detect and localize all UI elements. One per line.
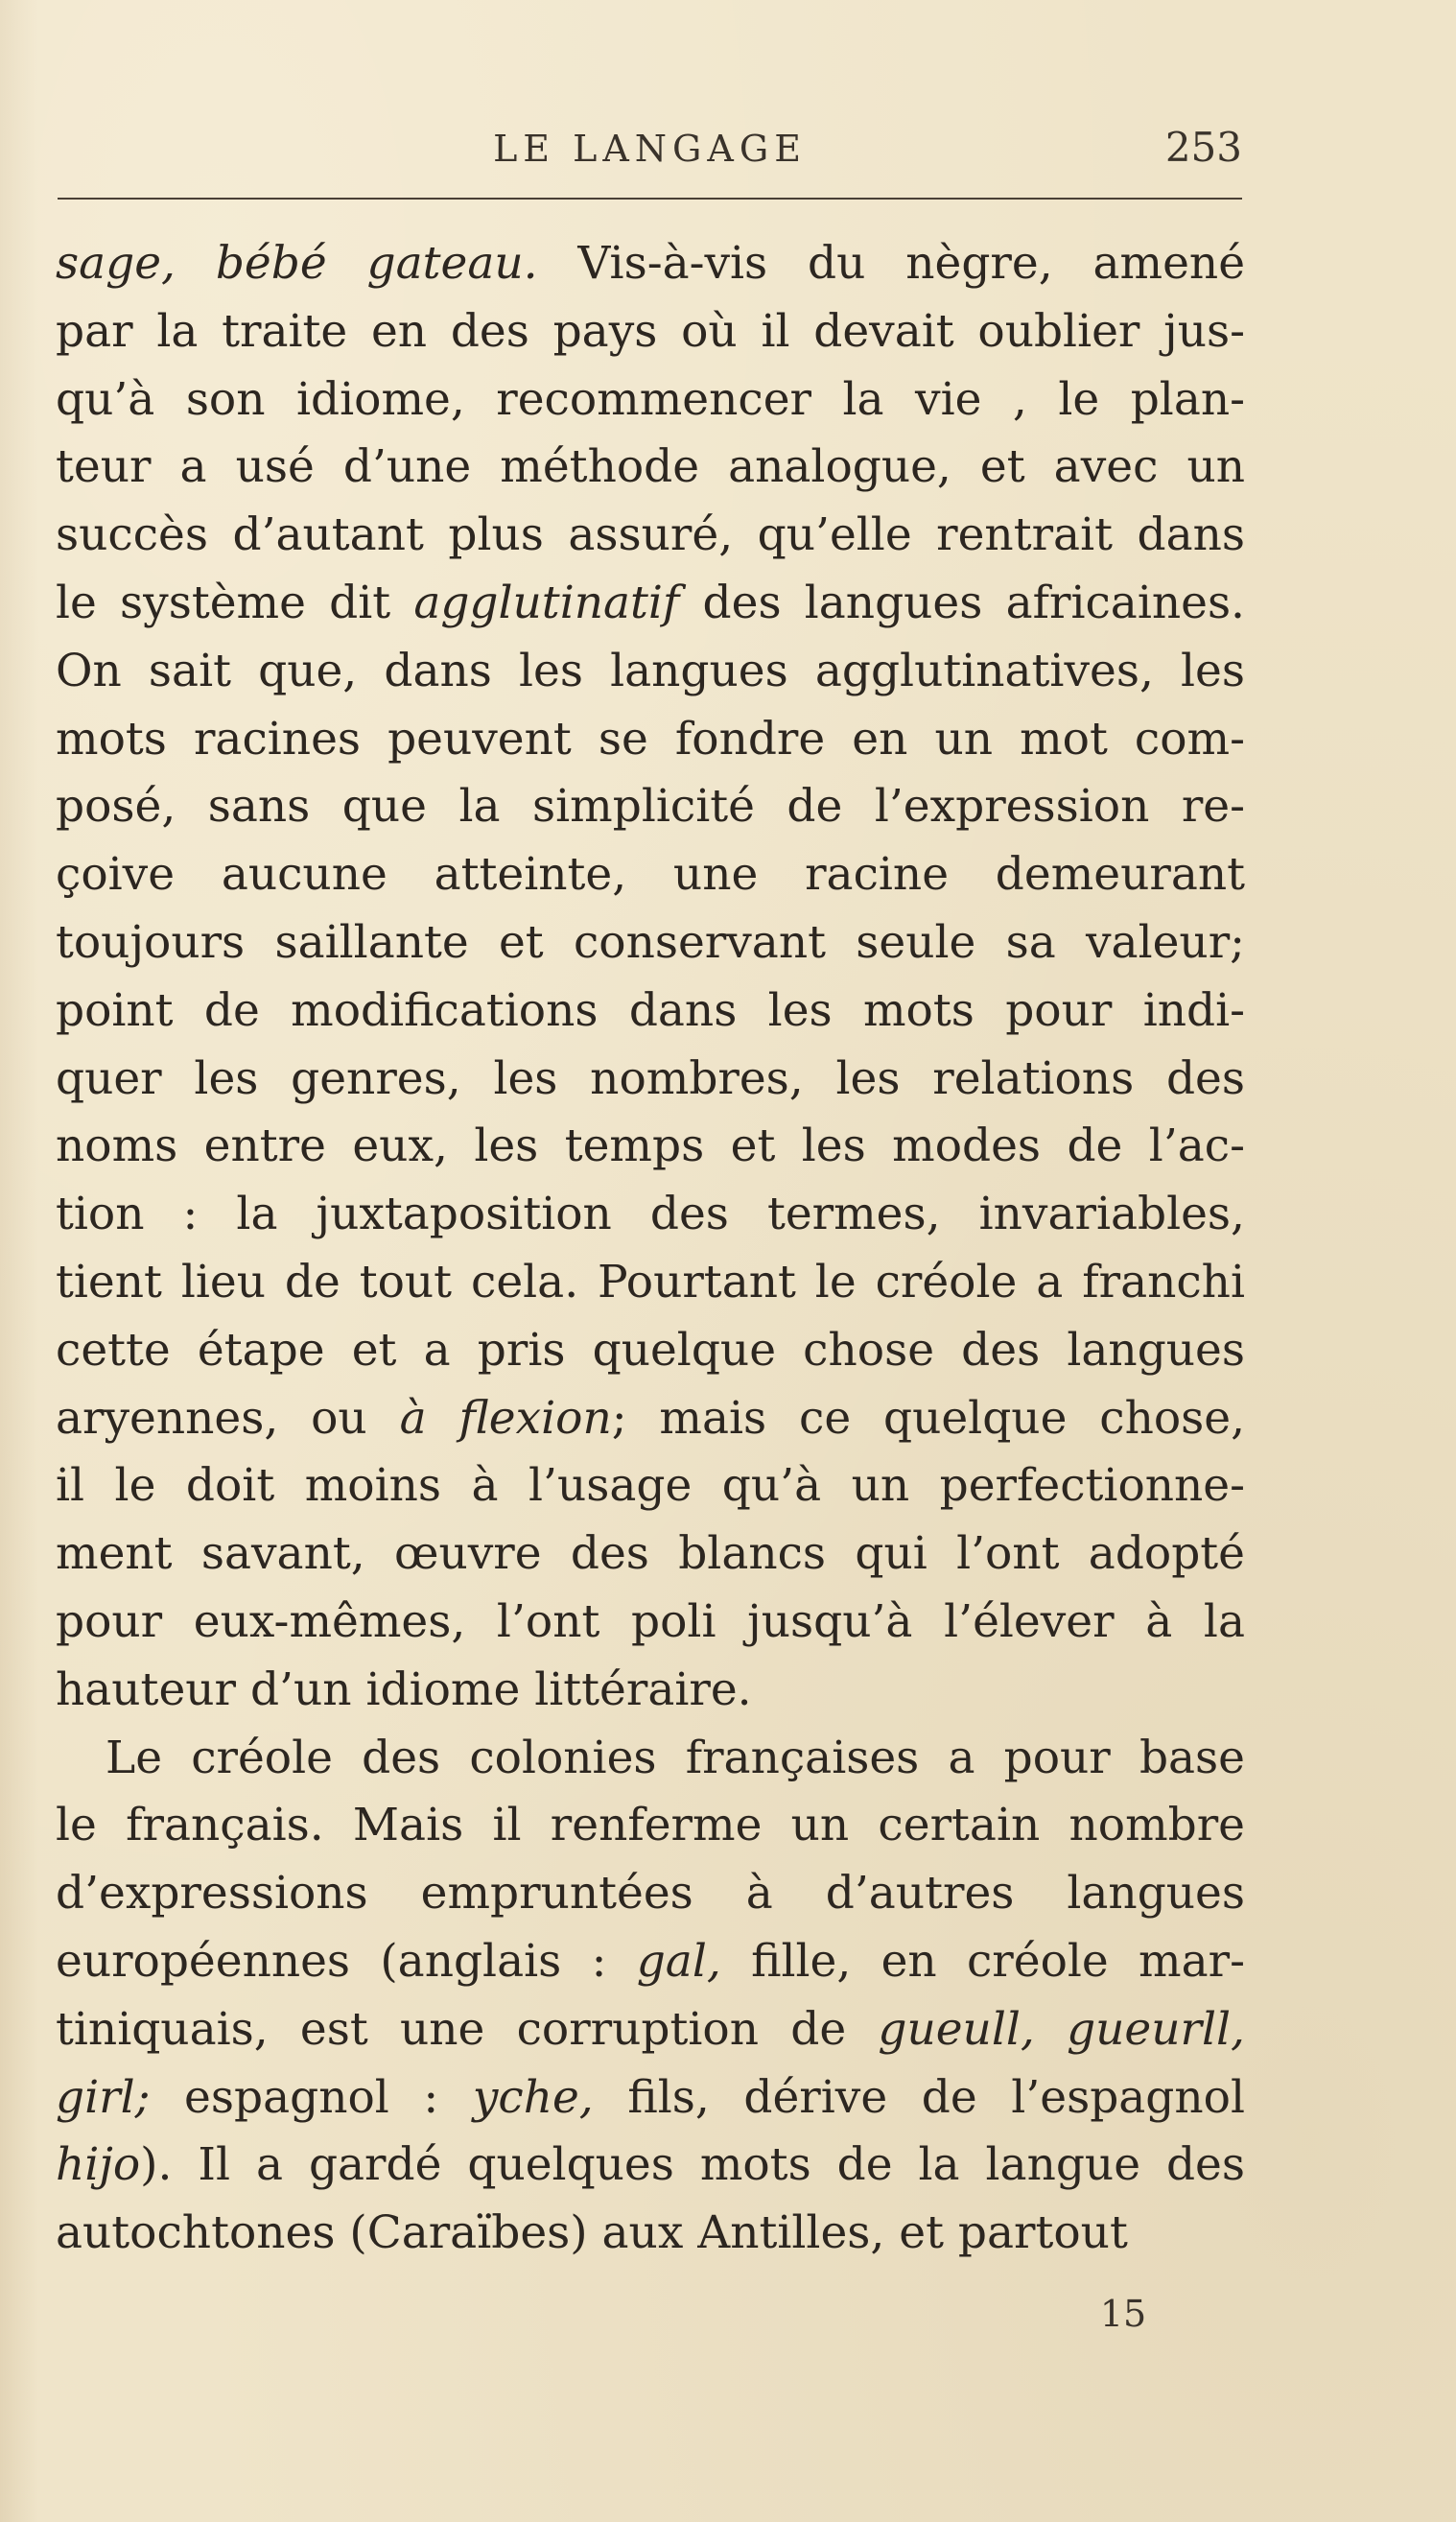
text-run: d’expressions empruntées à d’autres langues: [56, 1867, 1245, 1921]
page-number: 253: [1164, 124, 1242, 171]
text-line: [56, 1860, 1245, 1928]
text-run: par la traite en des pays où il devait oublier jus-: [56, 304, 1245, 358]
text-run: tion : la juxtaposition des termes, invariables,: [56, 1188, 1245, 1241]
text-run: tiniquais, est une corruption de: [56, 2002, 879, 2056]
text-run: pour eux-mêmes, l’ont poli jusqu’à l’élever à la: [56, 1594, 1245, 1648]
signature-mark: [0, 2293, 1456, 2335]
text-run: On sait que, dans les langues agglutinatives, les: [56, 644, 1245, 697]
text-line: [56, 1452, 1245, 1520]
text-line: [56, 978, 1245, 1046]
text-line: [56, 909, 1245, 978]
text-run: posé, sans que la simplicité de l’expression re-: [56, 780, 1245, 834]
text-line: [56, 366, 1245, 435]
text-line: [56, 1249, 1245, 1317]
text-line: [56, 1046, 1245, 1114]
text-run: succès d’autant plus assuré, qu’elle rentrait dans: [56, 508, 1245, 562]
text-run: européennes (anglais :: [56, 1934, 637, 1988]
text-run: le français. Mais il renferme un certain nombre: [56, 1799, 1245, 1852]
text-line: [56, 638, 1245, 706]
text-line: [56, 1385, 1245, 1453]
text-line: [56, 1792, 1245, 1860]
text-line: [56, 434, 1245, 502]
running-head: LE LANGAGE: [493, 128, 807, 170]
text-run: teur a usé d’une méthode analogue, et avec un: [56, 440, 1245, 494]
text-run: tient lieu de tout cela. Pourtant le créole a franchi: [56, 1255, 1245, 1308]
text-run: hauteur d’un idiome littéraire.: [56, 1662, 752, 1716]
text-run: ). Il a gardé quelques mots de la langue des: [140, 2138, 1245, 2192]
text-line: [56, 1181, 1245, 1249]
text-line: [56, 502, 1245, 570]
text-line: [56, 1725, 1245, 1793]
text-line: [56, 706, 1245, 774]
text-line: [56, 773, 1245, 841]
text-run: ment savant, œuvre des blancs qui l’ont adopté: [56, 1527, 1245, 1581]
italic-text: yche,: [472, 2070, 594, 2124]
text-line: [56, 1589, 1245, 1657]
text-line: [56, 841, 1245, 909]
italic-text: hijo: [56, 2138, 141, 2192]
text-run: Le créole des colonies françaises a pour base: [106, 1731, 1245, 1784]
text-line: [56, 570, 1245, 638]
signature-number: 15: [1099, 2293, 1147, 2335]
text-run: aryennes, ou: [56, 1391, 400, 1445]
italic-text: gueull, gueurll,: [878, 2002, 1245, 2056]
text-run: çoive aucune atteinte, une racine demeurant: [56, 848, 1245, 902]
text-run: espagnol :: [150, 2070, 473, 2124]
italic-text: à flexion: [399, 1391, 612, 1445]
text-run: mots racines peuvent se fondre en un mot com-: [56, 712, 1245, 766]
text-run: toujours saillante et conservant seule sa valeur;: [56, 915, 1245, 969]
text-line: [56, 230, 1245, 298]
text-line: [56, 2200, 1245, 2268]
italic-text: agglutinatif: [413, 576, 680, 629]
italic-text: girl;: [56, 2070, 151, 2124]
text-line: [56, 1928, 1245, 1996]
text-run: cette étape et a pris quelque chose des langues: [56, 1323, 1245, 1377]
header-rule: [58, 198, 1242, 200]
text-run: Vis-à-vis du nègre, amené: [537, 237, 1245, 290]
body-text: [56, 230, 1245, 2268]
text-run: noms entre eux, les temps et les modes de l’ac-: [56, 1120, 1245, 1173]
page-header: [58, 120, 1242, 174]
text-line: [56, 1317, 1245, 1385]
text-line: [56, 1520, 1245, 1589]
text-run: qu’à son idiome, recommencer la vie , le plan-: [56, 372, 1245, 426]
text-line: [56, 1996, 1245, 2064]
text-run: il le doit moins à l’usage qu’à un perfectionne-: [56, 1459, 1245, 1513]
text-run: fille, en créole mar-: [720, 1934, 1245, 1988]
text-run: point de modifications dans les mots pour indi-: [56, 983, 1245, 1037]
text-run: des langues africaines.: [679, 576, 1245, 629]
italic-text: gal,: [636, 1934, 721, 1988]
italic-text: sage, bébé gateau.: [56, 237, 538, 290]
text-line: [56, 1657, 1245, 1725]
text-run: quer les genres, les nombres, les relations des: [56, 1051, 1245, 1105]
text-line: [56, 2132, 1245, 2200]
text-run: ; mais ce quelque chose,: [611, 1391, 1245, 1445]
text-run: le système dit: [56, 576, 414, 629]
text-run: fils, dérive de l’espagnol: [593, 2070, 1245, 2124]
text-line: [56, 298, 1245, 366]
text-line: [56, 2064, 1245, 2133]
text-run: autochtones (Caraïbes) aux Antilles, et partout: [56, 2206, 1128, 2260]
text-line: [56, 1113, 1245, 1181]
